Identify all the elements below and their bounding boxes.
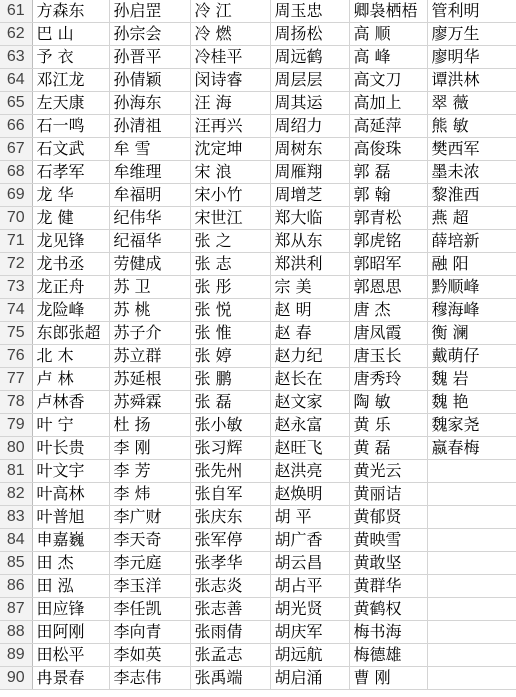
cell-B[interactable]: 苏子介 [109,322,190,345]
row-header[interactable]: 62 [0,23,32,46]
cell-C[interactable]: 沈定坤 [190,138,270,161]
cell-C[interactable]: 张先州 [190,460,270,483]
cell-D[interactable]: 周增芝 [270,184,349,207]
cell-D[interactable]: 赵长在 [270,368,349,391]
cell-F[interactable]: 魏 岩 [427,368,516,391]
cell-D[interactable]: 周其运 [270,92,349,115]
cell-D[interactable]: 周扬松 [270,23,349,46]
cell-F[interactable] [427,621,516,644]
cell-C[interactable]: 张 之 [190,230,270,253]
cell-E[interactable]: 高 顺 [349,23,427,46]
cell-C[interactable]: 张 婷 [190,345,270,368]
sheet-row [0,437,516,460]
cell-F[interactable]: 廖万生 [427,23,516,46]
cell-D[interactable]: 周层层 [270,69,349,92]
sheet-row [0,414,516,437]
cell-D[interactable]: 胡启涌 [270,667,349,690]
cell-B[interactable]: 苏延根 [109,368,190,391]
cell-B[interactable]: 李广财 [109,506,190,529]
cell-B[interactable]: 苏 桃 [109,299,190,322]
cell-C[interactable]: 张雨倩 [190,621,270,644]
cell-D[interactable]: 周雁翔 [270,161,349,184]
cell-B[interactable]: 孙启罡 [109,0,190,23]
cell-C[interactable]: 张自军 [190,483,270,506]
cell-B[interactable]: 苏立群 [109,345,190,368]
cell-D[interactable]: 赵 春 [270,322,349,345]
cell-B[interactable]: 纪福华 [109,230,190,253]
sheet-row [0,667,516,690]
cell-B[interactable]: 劳健成 [109,253,190,276]
cell-F[interactable]: 燕 超 [427,207,516,230]
row-header[interactable]: 85 [0,552,32,575]
sheet-row [0,0,516,23]
sheet-row [0,138,516,161]
cell-A[interactable]: 叶 宁 [32,414,109,437]
sheet-row [0,184,516,207]
cell-D[interactable]: 赵永富 [270,414,349,437]
cell-B[interactable]: 孙倩颖 [109,69,190,92]
cell-E[interactable]: 黄 磊 [349,437,427,460]
cell-D[interactable]: 赵文家 [270,391,349,414]
row-header[interactable]: 81 [0,460,32,483]
cell-B[interactable]: 李如英 [109,644,190,667]
cell-A[interactable]: 龙 健 [32,207,109,230]
cell-E[interactable]: 唐秀玲 [349,368,427,391]
cell-A[interactable]: 田应锋 [32,598,109,621]
row-header[interactable]: 83 [0,506,32,529]
cell-F[interactable]: 樊西军 [427,138,516,161]
cell-D[interactable]: 赵洪亮 [270,460,349,483]
cell-C[interactable]: 张 鹏 [190,368,270,391]
sheet-row [0,161,516,184]
cell-C[interactable]: 冷 燃 [190,23,270,46]
row-header[interactable]: 65 [0,92,32,115]
row-header[interactable]: 84 [0,529,32,552]
row-header[interactable]: 88 [0,621,32,644]
cell-B[interactable]: 孙清祖 [109,115,190,138]
cell-C[interactable]: 张小敏 [190,414,270,437]
cell-E[interactable]: 陶 敏 [349,391,427,414]
sheet-row [0,253,516,276]
cell-F[interactable]: 谭洪林 [427,69,516,92]
cell-A[interactable]: 田松平 [32,644,109,667]
cell-D[interactable]: 赵 明 [270,299,349,322]
cell-E[interactable]: 高 峰 [349,46,427,69]
cell-E[interactable]: 黄郁贤 [349,506,427,529]
cell-F[interactable] [427,552,516,575]
row-header[interactable]: 69 [0,184,32,207]
cell-D[interactable]: 胡庆军 [270,621,349,644]
cell-F[interactable]: 管利明 [427,0,516,23]
cell-C[interactable]: 汪 海 [190,92,270,115]
cell-C[interactable]: 张 悦 [190,299,270,322]
cell-A[interactable]: 方森东 [32,0,109,23]
row-header[interactable]: 86 [0,575,32,598]
cell-E[interactable]: 郭昭军 [349,253,427,276]
cell-A[interactable]: 石文武 [32,138,109,161]
row-header[interactable]: 82 [0,483,32,506]
cell-C[interactable]: 张孟志 [190,644,270,667]
sheet-row [0,644,516,667]
cell-A[interactable]: 龙 华 [32,184,109,207]
cell-D[interactable]: 周玉忠 [270,0,349,23]
cell-E[interactable]: 卿袅栖梧 [349,0,427,23]
sheet-row [0,460,516,483]
row-header[interactable]: 78 [0,391,32,414]
sheet-row [0,276,516,299]
cell-F[interactable]: 衡 澜 [427,322,516,345]
cell-F[interactable] [427,667,516,690]
cell-D[interactable]: 赵焕明 [270,483,349,506]
sheet-row [0,506,516,529]
cell-C[interactable]: 宋 浪 [190,161,270,184]
sheet-row [0,483,516,506]
cell-D[interactable]: 胡占平 [270,575,349,598]
cell-A[interactable]: 予 衣 [32,46,109,69]
cell-E[interactable]: 高文刀 [349,69,427,92]
sheet-row [0,115,516,138]
cell-C[interactable]: 张庆东 [190,506,270,529]
cell-E[interactable]: 郭青松 [349,207,427,230]
cell-E[interactable]: 曹 刚 [349,667,427,690]
sheet-row [0,92,516,115]
sheet-row [0,46,516,69]
cell-B[interactable]: 牟福明 [109,184,190,207]
cell-F[interactable]: 薛培新 [427,230,516,253]
cell-E[interactable]: 黄丽诘 [349,483,427,506]
cell-F[interactable] [427,529,516,552]
cell-A[interactable]: 叶长贵 [32,437,109,460]
row-header[interactable]: 61 [0,0,32,23]
cell-B[interactable]: 李元庭 [109,552,190,575]
cell-E[interactable]: 郭虎铭 [349,230,427,253]
cell-B[interactable]: 李向青 [109,621,190,644]
cell-B[interactable]: 牟维理 [109,161,190,184]
cell-C[interactable]: 张习辉 [190,437,270,460]
cell-C[interactable]: 张军停 [190,529,270,552]
cell-F[interactable] [427,575,516,598]
cell-E[interactable]: 唐玉长 [349,345,427,368]
row-header[interactable]: 90 [0,667,32,690]
cell-B[interactable]: 李志伟 [109,667,190,690]
cell-C[interactable]: 宋世江 [190,207,270,230]
cell-A[interactable]: 叶高林 [32,483,109,506]
row-header[interactable]: 76 [0,345,32,368]
cell-A[interactable]: 冉景春 [32,667,109,690]
row-header[interactable]: 68 [0,161,32,184]
sheet-row [0,529,516,552]
cell-C[interactable]: 闵诗睿 [190,69,270,92]
cell-D[interactable]: 宗 美 [270,276,349,299]
row-header[interactable]: 71 [0,230,32,253]
cell-B[interactable]: 李任凯 [109,598,190,621]
cell-F[interactable]: 嬴春梅 [427,437,516,460]
cell-D[interactable]: 周远鹤 [270,46,349,69]
sheet-row [0,299,516,322]
cell-F[interactable]: 魏 艳 [427,391,516,414]
sheet-row [0,69,516,92]
cell-F[interactable]: 廖明华 [427,46,516,69]
cell-F[interactable]: 黎淮西 [427,184,516,207]
cell-E[interactable]: 黄 乐 [349,414,427,437]
cell-F[interactable] [427,460,516,483]
cell-C[interactable]: 宋小竹 [190,184,270,207]
sheet-row [0,207,516,230]
cell-F[interactable]: 魏家尧 [427,414,516,437]
sheet-row [0,345,516,368]
cell-F[interactable]: 融 阳 [427,253,516,276]
cell-B[interactable]: 李 刚 [109,437,190,460]
cell-B[interactable]: 李天奇 [109,529,190,552]
row-header[interactable]: 80 [0,437,32,460]
cell-A[interactable]: 石一鸣 [32,115,109,138]
cell-B[interactable]: 纪伟华 [109,207,190,230]
cell-A[interactable]: 龙正舟 [32,276,109,299]
row-header[interactable]: 73 [0,276,32,299]
cell-D[interactable]: 郑大临 [270,207,349,230]
cell-F[interactable]: 熊 敏 [427,115,516,138]
cell-A[interactable]: 邓江龙 [32,69,109,92]
sheet-row [0,230,516,253]
cell-C[interactable]: 张 磊 [190,391,270,414]
cell-B[interactable]: 李 炜 [109,483,190,506]
cell-C[interactable]: 张孝华 [190,552,270,575]
cell-A[interactable]: 龙书丞 [32,253,109,276]
cell-C[interactable]: 张 志 [190,253,270,276]
cell-E[interactable]: 唐 杰 [349,299,427,322]
cell-C[interactable]: 张志炎 [190,575,270,598]
cell-F[interactable]: 翠 薇 [427,92,516,115]
row-header[interactable]: 79 [0,414,32,437]
cell-B[interactable]: 苏 卫 [109,276,190,299]
cell-A[interactable]: 叶文宇 [32,460,109,483]
cell-C[interactable]: 张志善 [190,598,270,621]
cell-A[interactable]: 叶普旭 [32,506,109,529]
cell-E[interactable]: 黄敢坚 [349,552,427,575]
row-header[interactable]: 67 [0,138,32,161]
cell-F[interactable]: 墨未浓 [427,161,516,184]
cell-B[interactable]: 李 芳 [109,460,190,483]
sheet-row [0,368,516,391]
row-header[interactable]: 66 [0,115,32,138]
cell-B[interactable]: 孙晋平 [109,46,190,69]
cell-B[interactable]: 李玉洋 [109,575,190,598]
cell-F[interactable] [427,506,516,529]
cell-D[interactable]: 周树东 [270,138,349,161]
cell-F[interactable] [427,483,516,506]
cell-E[interactable]: 梅德雄 [349,644,427,667]
cell-C[interactable]: 冷桂平 [190,46,270,69]
row-header[interactable]: 63 [0,46,32,69]
cell-A[interactable]: 申嘉巍 [32,529,109,552]
cell-E[interactable]: 高延萍 [349,115,427,138]
cell-D[interactable]: 赵力纪 [270,345,349,368]
cell-E[interactable]: 郭 翰 [349,184,427,207]
cell-F[interactable] [427,644,516,667]
row-header[interactable]: 75 [0,322,32,345]
cell-E[interactable]: 黄映雪 [349,529,427,552]
cell-A[interactable]: 石孝军 [32,161,109,184]
cell-B[interactable]: 孙海东 [109,92,190,115]
sheet-row [0,552,516,575]
cell-A[interactable]: 龙险峰 [32,299,109,322]
cell-F[interactable]: 戴萌仔 [427,345,516,368]
cell-B[interactable]: 孙宗会 [109,23,190,46]
cell-E[interactable]: 黄鹤权 [349,598,427,621]
cell-C[interactable]: 张 彤 [190,276,270,299]
cell-A[interactable]: 巴 山 [32,23,109,46]
cell-D[interactable]: 胡光贤 [270,598,349,621]
sheet-row [0,598,516,621]
cell-A[interactable]: 左天康 [32,92,109,115]
cell-B[interactable]: 牟 雪 [109,138,190,161]
cell-E[interactable]: 梅书海 [349,621,427,644]
cell-B[interactable]: 苏舜霖 [109,391,190,414]
cell-A[interactable]: 田 杰 [32,552,109,575]
sheet-row [0,23,516,46]
cell-C[interactable]: 冷 江 [190,0,270,23]
cell-D[interactable]: 郑洪利 [270,253,349,276]
cell-E[interactable]: 唐凤霞 [349,322,427,345]
row-header[interactable]: 77 [0,368,32,391]
cell-B[interactable]: 杜 扬 [109,414,190,437]
cell-D[interactable]: 郑从东 [270,230,349,253]
cell-E[interactable]: 黄光云 [349,460,427,483]
sheet-row [0,391,516,414]
row-header[interactable]: 72 [0,253,32,276]
row-header[interactable]: 87 [0,598,32,621]
cell-D[interactable]: 胡云昌 [270,552,349,575]
row-header[interactable]: 74 [0,299,32,322]
cell-F[interactable]: 穆海峰 [427,299,516,322]
cell-C[interactable]: 汪再兴 [190,115,270,138]
cell-E[interactable]: 黄群华 [349,575,427,598]
sheet-row [0,575,516,598]
row-header[interactable]: 89 [0,644,32,667]
cell-A[interactable]: 田 泓 [32,575,109,598]
cell-D[interactable]: 赵旺飞 [270,437,349,460]
cell-E[interactable]: 郭恩思 [349,276,427,299]
cell-D[interactable]: 胡远航 [270,644,349,667]
cell-A[interactable]: 卢林香 [32,391,109,414]
cell-E[interactable]: 高俊珠 [349,138,427,161]
cell-C[interactable]: 张禹端 [190,667,270,690]
cell-A[interactable]: 北 木 [32,345,109,368]
cell-E[interactable]: 郭 磊 [349,161,427,184]
cell-F[interactable]: 黔顺峰 [427,276,516,299]
sheet-row [0,621,516,644]
cell-A[interactable]: 龙见锋 [32,230,109,253]
sheet-row [0,322,516,345]
row-header[interactable]: 70 [0,207,32,230]
cell-D[interactable]: 胡广香 [270,529,349,552]
cell-C[interactable]: 张 惟 [190,322,270,345]
cell-A[interactable]: 卢 林 [32,368,109,391]
cell-E[interactable]: 高加上 [349,92,427,115]
row-header[interactable]: 64 [0,69,32,92]
cell-F[interactable] [427,598,516,621]
cell-A[interactable]: 田阿刚 [32,621,109,644]
cell-A[interactable]: 东郎张超 [32,322,109,345]
cell-D[interactable]: 胡 平 [270,506,349,529]
cell-D[interactable]: 周绍力 [270,115,349,138]
